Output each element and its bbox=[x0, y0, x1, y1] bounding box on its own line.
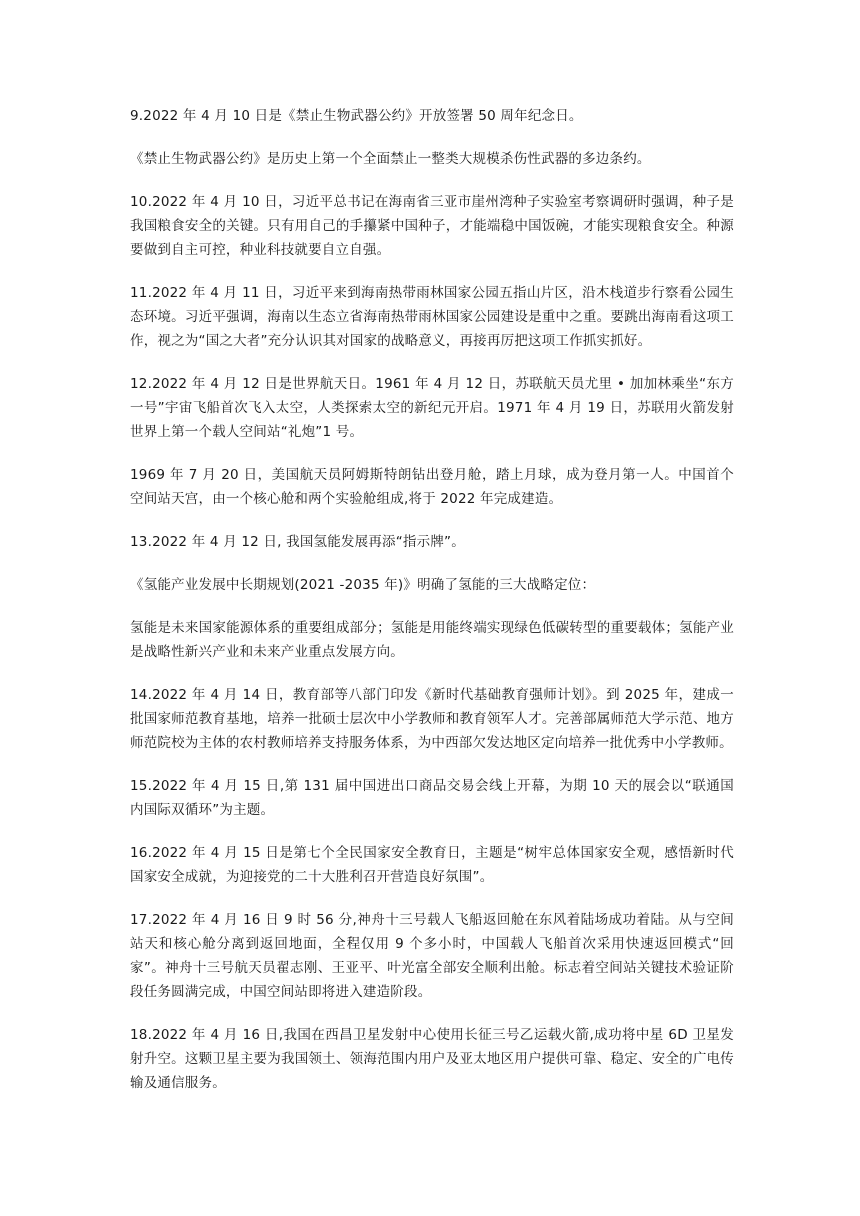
paragraph-item-12: 12.2022 年 4 月 12 日是世界航天日。1961 年 4 月 12 日，苏联航天员尤里 • 加加林乘坐“东方一号”宇宙飞船首次飞入太空，人类探索太空的新纪元开启。1971 年 4 月 19 日，苏联用火箭发射世界上第一个载人空间站“礼炮”1 号。 bbox=[130, 376, 734, 440]
paragraph-item-10: 10.2022 年 4 月 10 日，习近平总书记在海南省三亚市崖州湾种子实验室考察调研时强调，种子是我国粮食安全的关键。只有用自己的手攥紧中国种子，才能端稳中国饭碗，才能实现粮食安全。种源要做到自主可控，种业科技就要自立自强。 bbox=[130, 194, 734, 258]
paragraph-item-16: 16.2022 年 4 月 15 日是第七个全民国家安全教育日，主题是“树牢总体国家安全观，感悟新时代国家安全成就，为迎接党的二十大胜利召开营造良好氛围”。 bbox=[130, 845, 734, 885]
paragraph-convention-note: 《禁止生物武器公约》是历史上第一个全面禁止一整类大规模杀伤性武器的多边条约。 bbox=[130, 151, 651, 167]
paragraph-item-15: 15.2022 年 4 月 15 日,第 131 届中国进出口商品交易会线上开幕，为期 10 天的展会以“联通国内国际双循环”为主题。 bbox=[130, 778, 734, 818]
document-page bbox=[130, 104, 734, 1114]
paragraph-item-14: 14.2022 年 4 月 14 日，教育部等八部门印发《新时代基础教育强师计划》。到 2025 年，建成一批国家师范教育基地，培养一批硕士层次中小学教师和教育领军人才。完善部属师范大学示范、地方师范院校为主体的农村教师培养支持服务体系，为中西部欠发达地区定向培养一批优秀中小学教师。 bbox=[130, 687, 734, 751]
paragraph-item-18: 18.2022 年 4 月 16 日,我国在西昌卫星发射中心使用长征三号乙运载火箭,成功将中星 6D 卫星发射升空。这颗卫星主要为我国领土、领海范围内用户及亚太地区用户提供可靠、稳定、安全的广电传输及通信服务。 bbox=[130, 1027, 734, 1091]
paragraph-item-17: 17.2022 年 4 月 16 日 9 时 56 分,神舟十三号载人飞船返回舱在东风着陆场成功着陆。从与空间站天和核心舱分离到返回地面，全程仅用 9 个多小时，中国载人飞船首次采用快速返回模式“回家”。神舟十三号航天员翟志刚、王亚平、叶光富全部安全顺利出舱。标志着空间站关键技术验证阶段任务圆满完成，中国空间站即将进入建造阶段。 bbox=[130, 912, 734, 1000]
paragraph-hydrogen-plan: 《氢能产业发展中长期规划(2021 -2035 年)》明确了氢能的三大战略定位： bbox=[130, 577, 596, 593]
paragraph-moon-landing-note: 1969 年 7 月 20 日，美国航天员阿姆斯特朗钻出登月舱，踏上月球，成为登月第一人。中国首个空间站天宫，由一个核心舱和两个实验舱组成,将于 2022 年完成建造。 bbox=[130, 467, 734, 507]
paragraph-item-13: 13.2022 年 4 月 12 日, 我国氢能发展再添“指示牌”。 bbox=[130, 534, 465, 550]
paragraph-item-9: 9.2022 年 4 月 10 日是《禁止生物武器公约》开放签署 50 周年纪念日。 bbox=[130, 108, 583, 124]
paragraph-item-11: 11.2022 年 4 月 11 日，习近平来到海南热带雨林国家公园五指山片区，沿木栈道步行察看公园生态环境。习近平强调，海南以生态立省海南热带雨林国家公园建设是重中之重。要跳出海南看这项工作，视之为“国之大者”充分认识其对国家的战略意义，再接再厉把这项工作抓实抓好。 bbox=[130, 285, 734, 349]
paragraph-hydrogen-positioning: 氢能是未来国家能源体系的重要组成部分；氢能是用能终端实现绿色低碳转型的重要载体；氢能产业是战略性新兴产业和未来产业重点发展方向。 bbox=[130, 620, 734, 660]
